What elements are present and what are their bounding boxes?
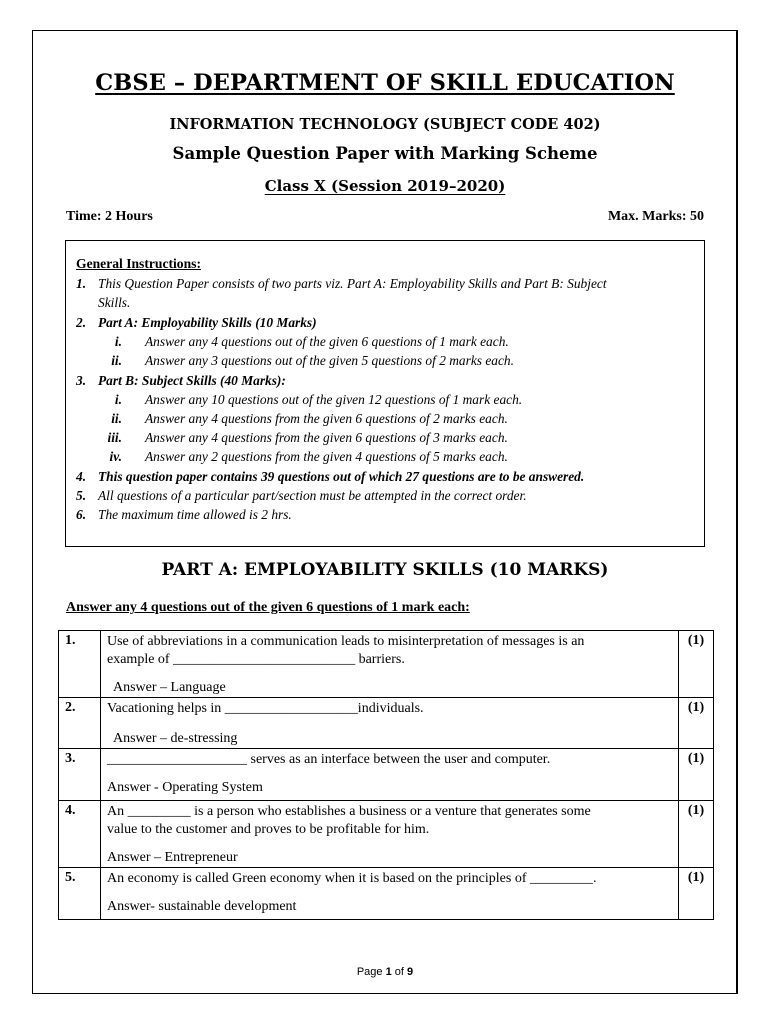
instruction-subnumber: iv. — [109, 449, 122, 464]
page-total: 9 — [407, 966, 414, 978]
marks: (1) — [679, 749, 714, 801]
instruction-number: 3. — [76, 373, 87, 388]
question-text-continued: example of __________________________ barriers. — [107, 652, 405, 667]
instruction-text: All questions of a particular part/section must be attempted in the correct order. — [98, 488, 527, 503]
marks: (1) — [679, 698, 714, 749]
question-number: 1. — [59, 631, 101, 698]
instruction-number: 1. — [76, 276, 87, 291]
instruction-subnumber: iii. — [107, 430, 122, 445]
question-number: 4. — [59, 801, 101, 868]
questions-table — [58, 630, 714, 920]
table-row — [59, 749, 714, 801]
question-text-continued: value to the customer and proves to be profitable for him. — [107, 822, 430, 837]
document-title: CBSE – DEPARTMENT OF SKILL EDUCATION — [95, 70, 675, 96]
instruction-number: 5. — [76, 488, 87, 503]
subject-code-heading: INFORMATION TECHNOLOGY (SUBJECT CODE 402) — [169, 116, 601, 133]
question-text: An _________ is a person who establishes a business or a venture that generates some — [107, 804, 591, 819]
instruction-text: Part A: Employability Skills (10 Marks) — [98, 315, 317, 330]
part-a-instruction: Answer any 4 questions out of the given 6 questions of 1 mark each: — [66, 600, 470, 615]
instruction-subnumber: ii. — [111, 411, 122, 426]
instruction-text-continued: Skills. — [98, 295, 131, 310]
instruction-number: 2. — [76, 315, 87, 330]
instruction-text: This Question Paper consists of two parts viz. Part A: Employability Skills and Part B: Subject — [98, 276, 607, 291]
marks: (1) — [679, 868, 714, 920]
instruction-text: Answer any 4 questions out of the given 6 questions of 1 mark each. — [145, 334, 509, 349]
instruction-text: Part B: Subject Skills (40 Marks): — [98, 373, 286, 388]
question-cell — [101, 801, 679, 868]
table-row — [59, 801, 714, 868]
instruction-text: Answer any 10 questions out of the given 12 questions of 1 mark each. — [145, 392, 523, 407]
instruction-text: Answer any 3 questions out of the given 5 questions of 2 marks each. — [145, 353, 514, 368]
question-number: 5. — [59, 868, 101, 920]
question-cell — [101, 698, 679, 749]
question-cell — [101, 631, 679, 698]
instruction-text: Answer any 4 questions from the given 6 questions of 2 marks each. — [145, 411, 508, 426]
answer-text: Answer - Operating System — [107, 780, 263, 795]
answer-text: Answer – Language — [113, 680, 226, 695]
question-text: Use of abbreviations in a communication leads to misinterpretation of messages is an — [107, 634, 585, 649]
page-number: 1 — [385, 966, 392, 978]
instruction-number: 6. — [76, 507, 87, 522]
instruction-subnumber: i. — [114, 334, 122, 349]
class-session-heading: Class X (Session 2019–2020) — [264, 177, 506, 195]
general-instructions-box — [65, 240, 705, 547]
instruction-subnumber: i. — [114, 392, 122, 407]
answer-text: Answer – de-stressing — [113, 731, 238, 746]
part-a-heading: PART A: EMPLOYABILITY SKILLS (10 MARKS) — [161, 560, 609, 580]
time-allowed: Time: 2 Hours — [66, 209, 153, 224]
question-cell — [101, 868, 679, 920]
question-cell — [101, 749, 679, 801]
question-text: ____________________ serves as an interface between the user and computer. — [107, 752, 551, 767]
answer-text: Answer- sustainable development — [107, 899, 297, 914]
marks: (1) — [679, 801, 714, 868]
instruction-text: Answer any 4 questions from the given 6 questions of 3 marks each. — [145, 430, 508, 445]
page-of: of — [391, 966, 408, 978]
max-marks: Max. Marks: 50 — [607, 209, 704, 224]
paper-type-heading: Sample Question Paper with Marking Scheme — [172, 144, 598, 163]
page-footer — [0, 966, 770, 978]
instruction-number: 4. — [76, 469, 87, 484]
answer-text: Answer – Entrepreneur — [107, 850, 238, 865]
marks: (1) — [679, 631, 714, 698]
question-number: 2. — [59, 698, 101, 749]
instruction-text: The maximum time allowed is 2 hrs. — [98, 507, 292, 522]
page-label: Page — [356, 966, 386, 978]
instruction-subnumber: ii. — [111, 353, 122, 368]
table-row — [59, 698, 714, 749]
table-row — [59, 868, 714, 920]
instruction-text: Answer any 2 questions from the given 4 questions of 5 marks each. — [145, 449, 508, 464]
question-number: 3. — [59, 749, 101, 801]
question-text: An economy is called Green economy when it is based on the principles of _________. — [107, 871, 597, 886]
question-text: Vacationing helps in ___________________individuals. — [107, 701, 424, 716]
instructions-heading: General Instructions: — [76, 256, 201, 271]
table-row — [59, 631, 714, 698]
instruction-text: This question paper contains 39 questions out of which 27 questions are to be answered. — [98, 469, 585, 484]
